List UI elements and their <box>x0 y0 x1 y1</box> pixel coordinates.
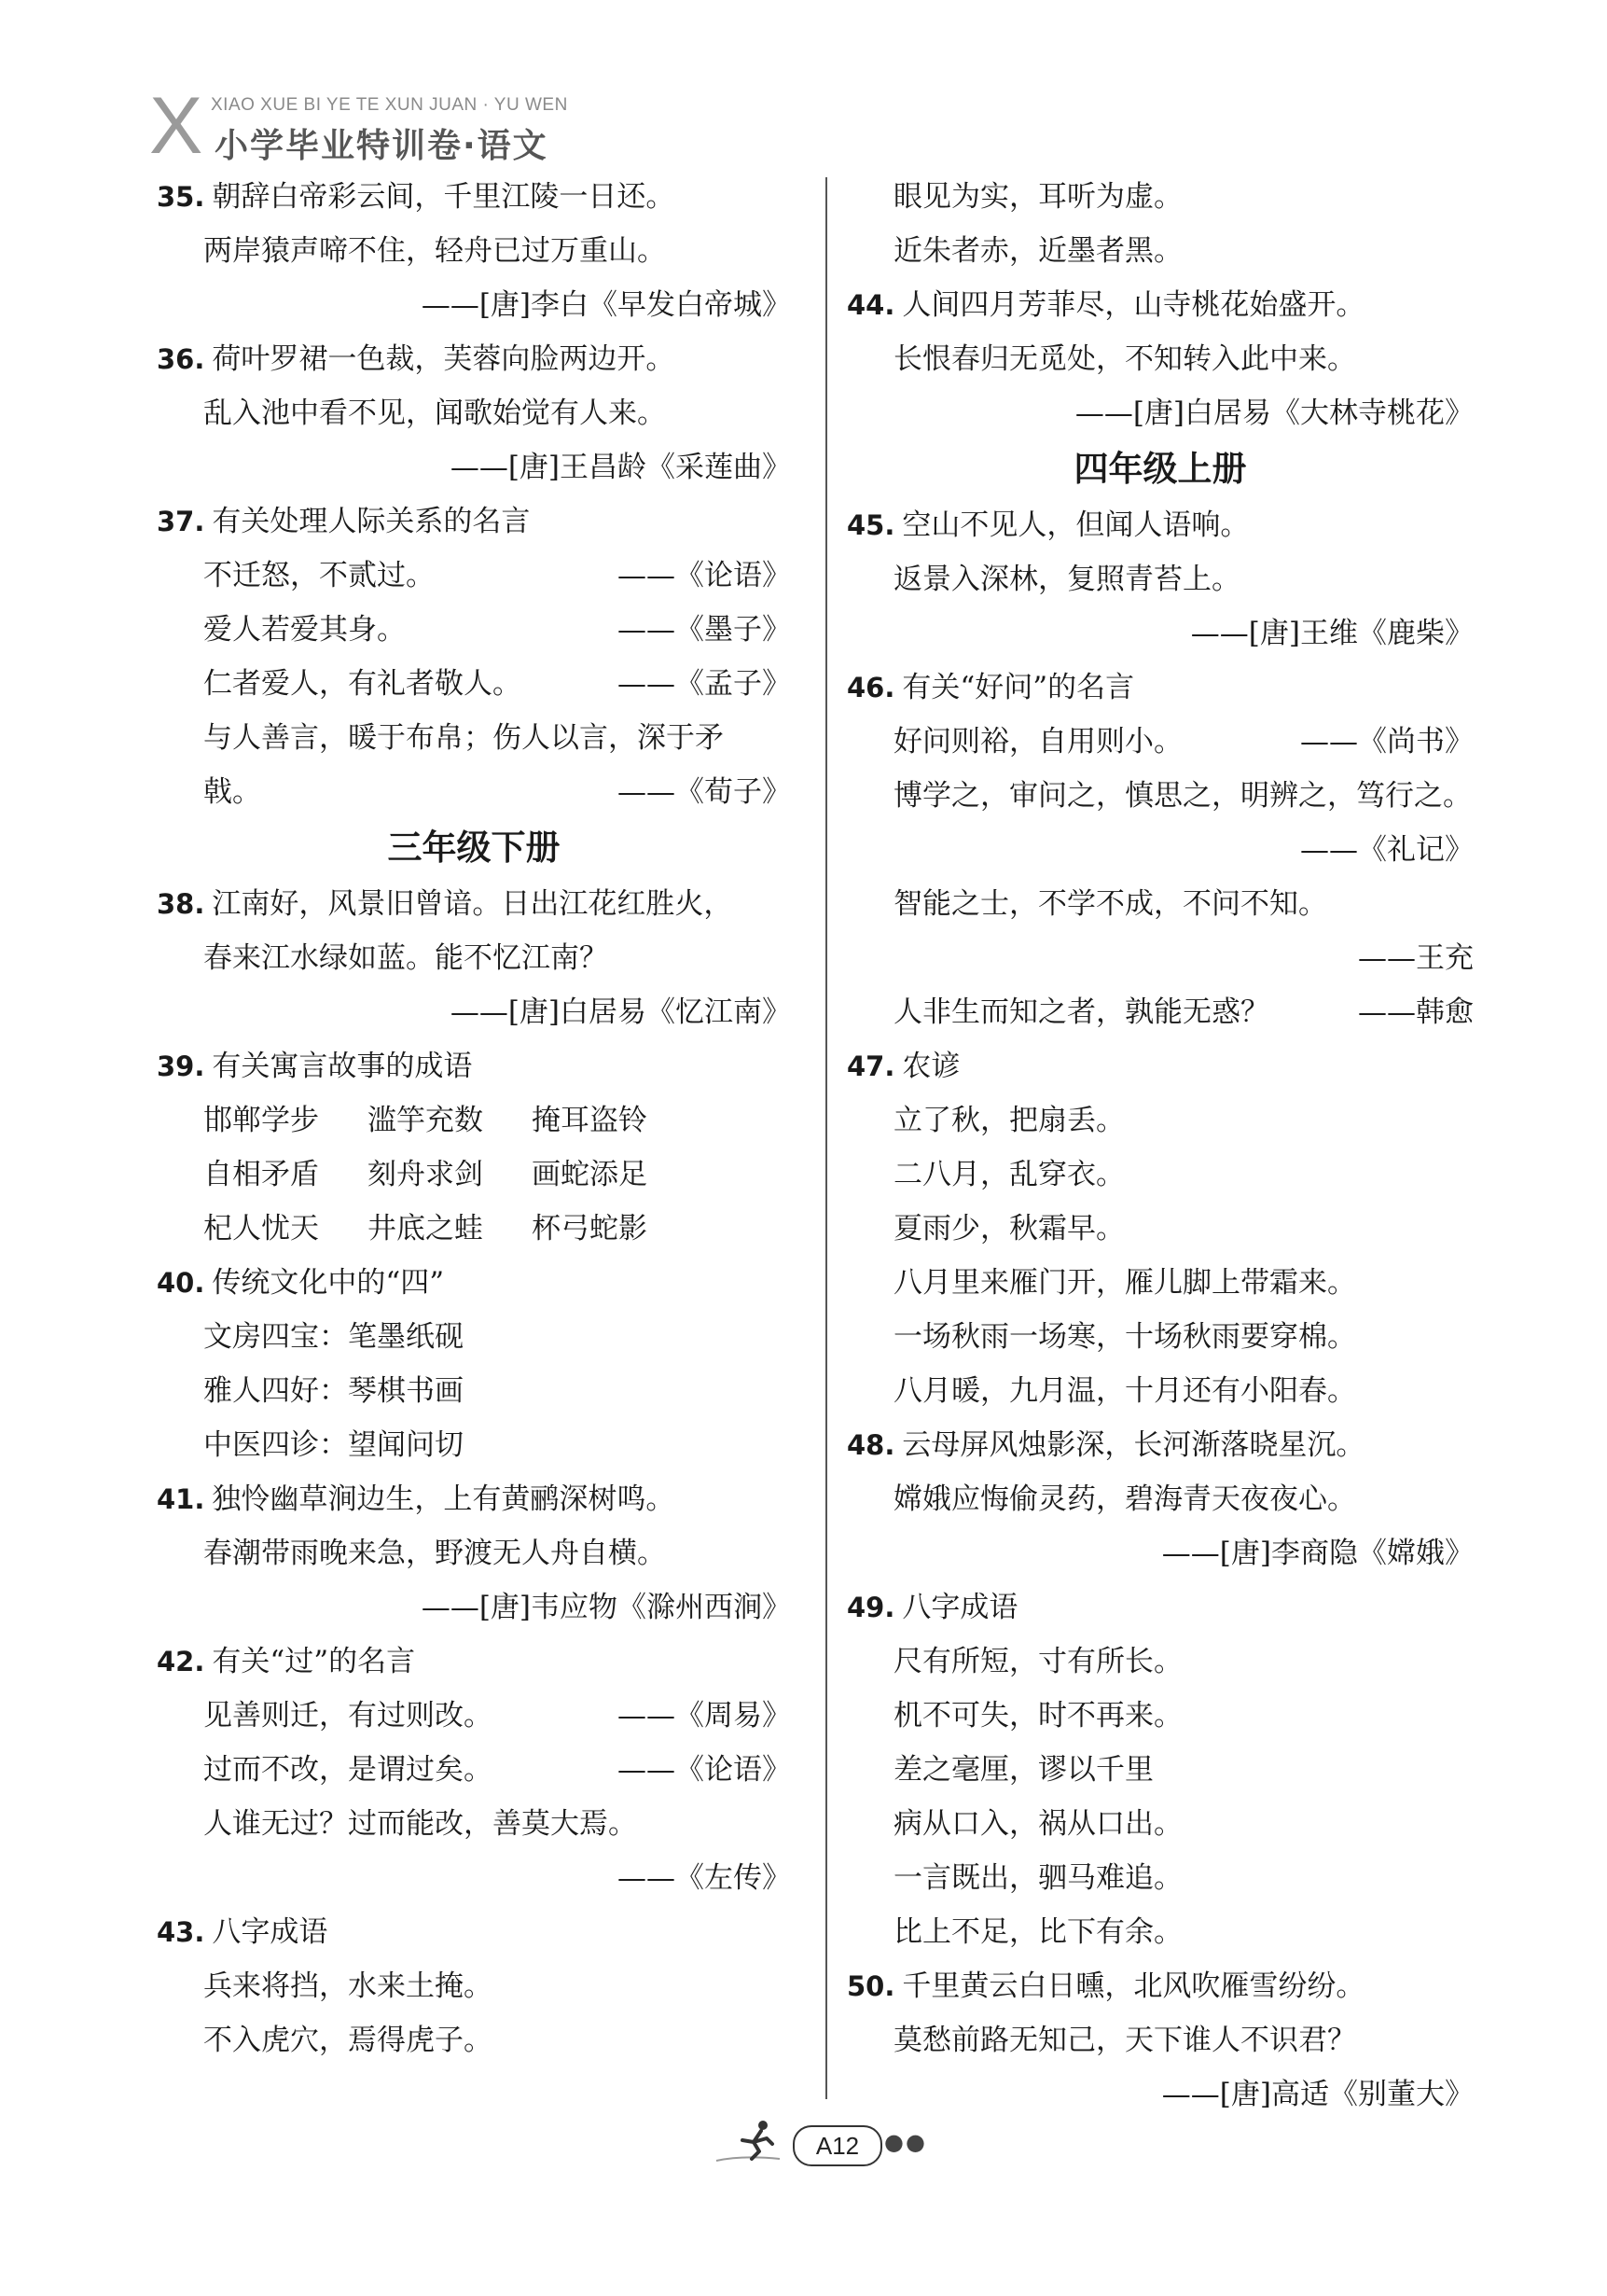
text-line: 病从口入，祸从口出。 <box>894 1807 1183 1841</box>
quote-source: ——《尚书》 <box>1300 725 1474 758</box>
text-line: 与人善言，暖于布帛；伤人以言，深于矛 <box>203 721 724 755</box>
item-number: 48. <box>847 1429 895 1461</box>
numbered-line <box>157 1039 791 1093</box>
item-number: 40. <box>157 1267 205 1299</box>
text-line: 一言既出，驷马难追。 <box>894 1861 1183 1895</box>
attribution: ——[唐]王昌龄《采莲曲》 <box>450 451 791 484</box>
attribution: ——《左传》 <box>617 1861 791 1895</box>
text-line: 八月暖，九月温，十月还有小阳春。 <box>894 1374 1356 1408</box>
idiom-row <box>157 1093 791 1148</box>
item-text: 传统文化中的“四” <box>212 1266 445 1300</box>
quote-line <box>157 549 791 603</box>
quote-text: 仁者爱人，有礼者敬人。 <box>203 667 521 701</box>
numbered-line <box>157 494 791 549</box>
numbered-line <box>847 1039 1474 1093</box>
idiom: 刻舟求剑 <box>367 1158 483 1191</box>
item-number: 41. <box>157 1483 205 1515</box>
page-footer <box>696 2116 938 2172</box>
text-line: 差之毫厘，谬以千里 <box>894 1753 1154 1787</box>
text-line: 博学之，审问之，慎思之，明辨之，笃行之。 <box>894 779 1472 813</box>
item-text: 农谚 <box>902 1050 961 1083</box>
numbered-line <box>847 498 1474 552</box>
section-title: 四年级上册 <box>1074 449 1247 489</box>
item-number: 38. <box>157 888 205 920</box>
quote-line <box>847 985 1474 1039</box>
item-text: 有关“好问”的名言 <box>902 671 1135 704</box>
numbered-line <box>157 877 791 931</box>
idiom-row <box>157 1148 791 1202</box>
text-line: 中医四诊：望闻问切 <box>203 1428 464 1462</box>
idiom-row <box>157 1202 791 1256</box>
quote-source: ——《论语》 <box>617 559 791 592</box>
section-title: 三年级下册 <box>387 828 561 868</box>
right-column <box>847 170 1474 2122</box>
text-line: 长恨春归无觅处，不知转入此中来。 <box>894 342 1356 376</box>
quote-source: ——《墨子》 <box>617 613 791 647</box>
item-text: 人间四月芳菲尽，山寺桃花始盛开。 <box>902 288 1365 322</box>
quote-text: 戟。 <box>203 775 261 809</box>
text-line: 一场秋雨一场寒，十场秋雨要穿棉。 <box>894 1320 1356 1354</box>
numbered-line <box>847 1418 1474 1472</box>
text-line: 嫦娥应悔偷灵药，碧海青天夜夜心。 <box>894 1482 1356 1516</box>
item-number: 49. <box>847 1592 895 1623</box>
text-line: 比上不足，比下有余。 <box>894 1915 1183 1949</box>
idiom: 画蛇添足 <box>532 1158 647 1191</box>
header-title: 小学毕业特训卷·语文 <box>215 127 548 165</box>
text-line: 二八月，乱穿衣。 <box>894 1158 1125 1191</box>
quote-source: ——《孟子》 <box>617 667 791 701</box>
idiom: 邯郸学步 <box>203 1104 319 1137</box>
numbered-line <box>847 661 1474 715</box>
item-number: 46. <box>847 672 895 703</box>
item-number: 35. <box>157 181 205 213</box>
attribution: ——《礼记》 <box>1300 833 1474 867</box>
attribution: ——[唐]韦应物《滁州西涧》 <box>421 1591 791 1624</box>
quote-source: ——《论语》 <box>617 1753 791 1787</box>
quote-line <box>157 1689 791 1743</box>
item-number: 36. <box>157 343 205 375</box>
quote-line <box>847 715 1474 769</box>
text-line: 八月里来雁门开，雁儿脚上带霜来。 <box>894 1266 1356 1300</box>
text-line: 智能之士，不学不成，不问不知。 <box>894 887 1327 921</box>
numbered-line <box>157 1905 791 1959</box>
series-logo-x: X <box>149 81 203 171</box>
quote-text: 好问则裕，自用则小。 <box>894 725 1183 758</box>
attribution: ——[唐]李白《早发白帝城》 <box>421 288 791 322</box>
item-text: 有关“过”的名言 <box>212 1645 416 1678</box>
quote-line <box>157 603 791 657</box>
item-text: 有关处理人际关系的名言 <box>212 505 531 538</box>
attribution: ——王充 <box>1358 941 1474 975</box>
numbered-line <box>157 332 791 386</box>
text-line: 返景入深林，复照青苔上。 <box>894 563 1240 596</box>
item-number: 43. <box>157 1916 205 1948</box>
left-column <box>157 170 791 2067</box>
quote-source: ——《周易》 <box>617 1699 791 1732</box>
item-number: 50. <box>847 1970 895 2002</box>
header-pinyin: XIAO XUE BI YE TE XUN JUAN · YU WEN <box>211 95 568 115</box>
text-line: 兵来将挡，水来土掩。 <box>203 1969 492 2003</box>
text-line: 机不可失，时不再来。 <box>894 1699 1183 1732</box>
item-number: 47. <box>847 1051 895 1082</box>
text-line: 人谁无过？过而能改，善莫大焉。 <box>203 1807 637 1841</box>
item-text: 八字成语 <box>902 1591 1018 1624</box>
idiom: 井底之蛙 <box>367 1212 483 1245</box>
quote-line <box>157 657 791 711</box>
quote-line <box>157 1743 791 1797</box>
numbered-line <box>157 1472 791 1526</box>
attribution: ——[唐]高适《别董大》 <box>1161 2078 1474 2111</box>
page-number: A12 <box>793 2125 882 2166</box>
idiom: 滥竽充数 <box>367 1104 483 1137</box>
footer-dots: ●● <box>884 2129 927 2155</box>
item-number: 45. <box>847 509 895 541</box>
item-text: 千里黄云白日曛，北风吹雁雪纷纷。 <box>902 1969 1365 2003</box>
attribution: ——[唐]白居易《忆江南》 <box>450 995 791 1029</box>
item-text: 荷叶罗裙一色裁，芙蓉向脸两边开。 <box>212 342 675 376</box>
quote-source: ——韩愈 <box>1358 995 1474 1029</box>
text-line: 春潮带雨晚来急，野渡无人舟自横。 <box>203 1537 666 1570</box>
numbered-line <box>847 1580 1474 1635</box>
numbered-line <box>847 278 1474 332</box>
attribution: ——[唐]白居易《大林寺桃花》 <box>1074 397 1474 430</box>
item-text: 八字成语 <box>212 1915 328 1949</box>
numbered-line <box>157 1256 791 1310</box>
numbered-line <box>157 170 791 224</box>
text-line: 夏雨少，秋霜早。 <box>894 1212 1125 1245</box>
text-line: 不入虎穴，焉得虎子。 <box>203 2024 492 2057</box>
quote-line <box>157 765 791 819</box>
text-line: 近朱者赤，近墨者黑。 <box>894 234 1183 268</box>
item-number: 44. <box>847 289 895 321</box>
quote-text: 见善则迁，有过则改。 <box>203 1699 492 1732</box>
quote-text: 过而不改，是谓过矣。 <box>203 1753 492 1787</box>
runner-icon <box>714 2118 789 2164</box>
text-line: 立了秋，把扇丢。 <box>894 1104 1125 1137</box>
quote-source: ——《荀子》 <box>617 775 791 809</box>
attribution: ——[唐]李商隐《嫦娥》 <box>1161 1537 1474 1570</box>
idiom: 杯弓蛇影 <box>532 1212 647 1245</box>
item-text: 云母屏风烛影深，长河渐落晓星沉。 <box>902 1428 1365 1462</box>
numbered-line <box>157 1635 791 1689</box>
quote-text: 不迁怒，不贰过。 <box>203 559 435 592</box>
item-text: 江南好，风景旧曾谙。日出江花红胜火， <box>212 887 733 921</box>
item-text: 朝辞白帝彩云间，千里江陵一日还。 <box>212 180 675 214</box>
text-line: 莫愁前路无知己，天下谁人不识君？ <box>894 2024 1356 2057</box>
attribution: ——[唐]王维《鹿柴》 <box>1190 617 1474 650</box>
item-text: 有关寓言故事的成语 <box>212 1050 473 1083</box>
page-header <box>149 81 709 171</box>
item-text: 独怜幽草涧边生，上有黄鹂深树鸣。 <box>212 1482 675 1516</box>
idiom: 自相矛盾 <box>203 1158 319 1191</box>
item-number: 42. <box>157 1646 205 1677</box>
item-number: 39. <box>157 1051 205 1082</box>
text-line: 两岸猿声啼不住，轻舟已过万重山。 <box>203 234 666 268</box>
text-line: 雅人四好：琴棋书画 <box>203 1374 464 1408</box>
quote-text: 人非生而知之者，孰能无惑？ <box>894 995 1269 1029</box>
column-divider <box>825 177 827 2099</box>
numbered-line <box>847 1959 1474 2013</box>
quote-text: 爱人若爱其身。 <box>203 613 406 647</box>
text-line: 尺有所短，寸有所长。 <box>894 1645 1183 1678</box>
item-text: 空山不见人，但闻人语响。 <box>902 508 1250 542</box>
idiom: 掩耳盗铃 <box>532 1104 647 1137</box>
idiom: 杞人忧天 <box>203 1212 319 1245</box>
item-number: 37. <box>157 506 205 537</box>
text-line: 文房四宝：笔墨纸砚 <box>203 1320 464 1354</box>
text-line: 眼见为实，耳听为虚。 <box>894 180 1183 214</box>
text-line: 春来江水绿如蓝。能不忆江南？ <box>203 941 608 975</box>
text-line: 乱入池中看不见，闻歌始觉有人来。 <box>203 397 666 430</box>
